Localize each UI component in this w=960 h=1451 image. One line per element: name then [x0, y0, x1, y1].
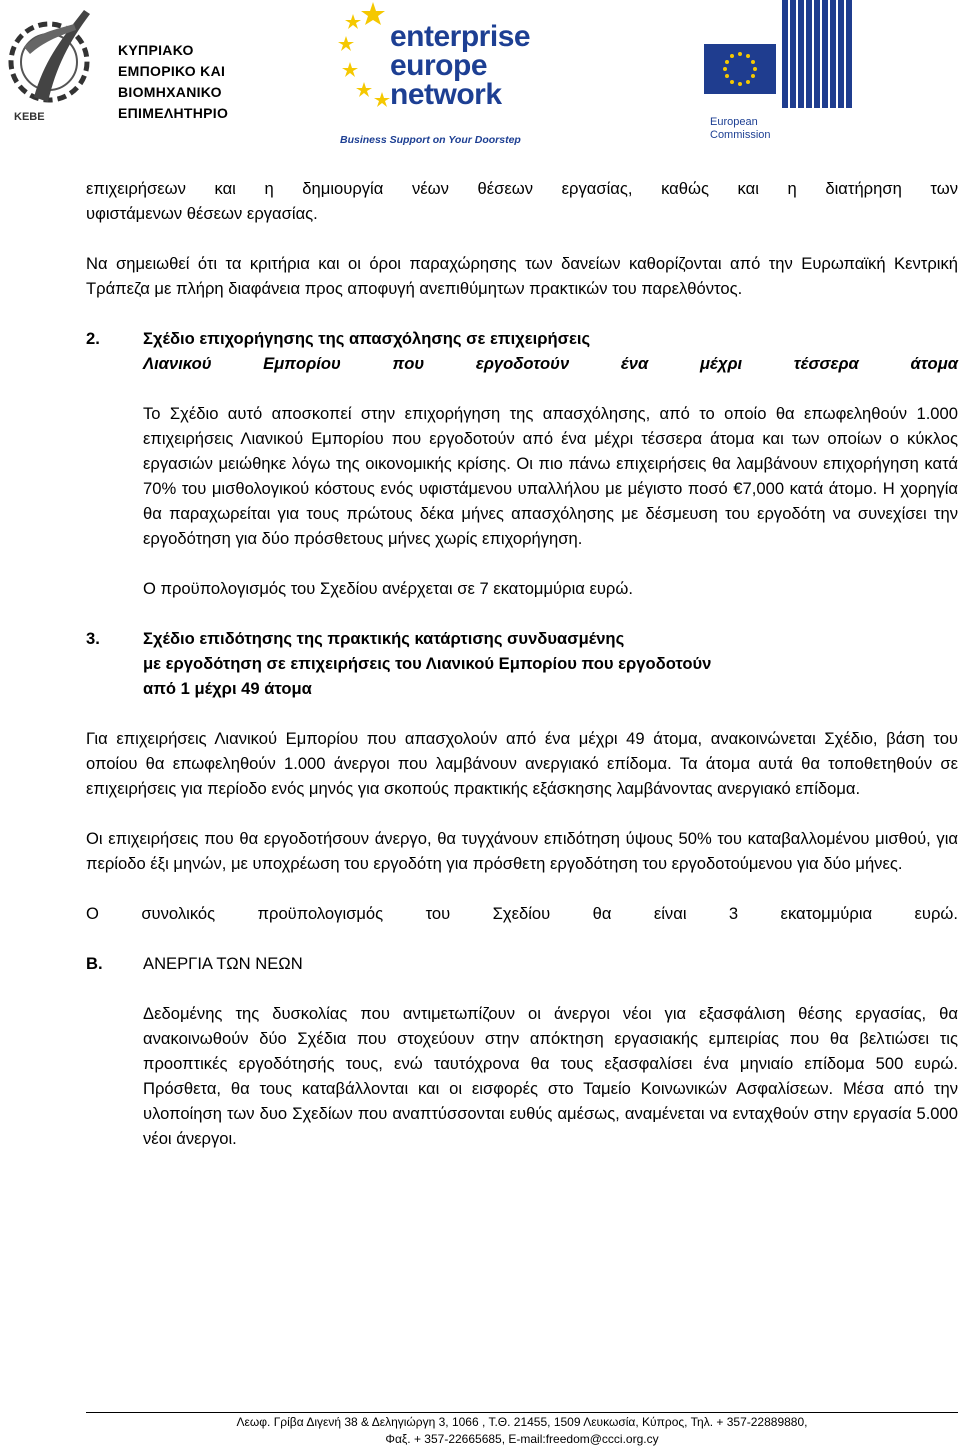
section-3-heading [86, 626, 958, 701]
section-title-line: με εργοδότηση σε επιχειρήσεις του Λιανικού Εμπορίου που εργοδοτούν [143, 654, 712, 673]
een-wordmark [390, 22, 530, 109]
section-title-line: Σχέδιο επιχορήγησης της απασχόλησης σε επιχειρήσεις [143, 329, 591, 348]
section-number: 2. [86, 329, 100, 348]
note-paragraph: Να σημειωθεί ότι τα κριτήρια και οι όροι παραχώρησης των δανείων καθορίζονται από την Ευρωπαϊκή Κεντρική Τράπεζα με πλήρη διαφάνεια προς αποφυγή ανεπιθύμητων πρακτικών του παρελθόντος. [86, 254, 958, 298]
een-tagline: Business Support on Your Doorstep [340, 134, 521, 146]
intro-line: επιχειρήσεων και η δημιουργία νέων θέσεων εργασίας, καθώς και η διατήρηση των [86, 179, 958, 198]
ccci-name [118, 40, 228, 124]
intro-line: υφιστάμενων θέσεων εργασίας. [86, 204, 318, 223]
ec-word: European [710, 116, 758, 128]
een-word: europe [390, 49, 488, 82]
section-3-paragraph: Για επιχειρήσεις Λιανικού Εμπορίου που απασχολούν από ένα μέχρι 49 άτομα, ανακοινώνεται Σχέδιο, βάση του οποίου θα επωφεληθούν 1.000 άνεργοι που λαμβάνουν ανεργιακό επίδομα. Τα άτομα αυτά θα τοποθετηθούν σε επιχειρήσεις για περίοδο ενός μηνός για σκοπούς πρακτικής εξάσκησης λαμβάνοντας ανεργιακό επίδομα. [86, 729, 958, 798]
section-number: B. [86, 954, 103, 973]
ec-wordmark [710, 116, 771, 142]
ccci-name-line: ΕΜΠΟΡΙΚΟ ΚΑΙ [118, 63, 226, 79]
footer-divider [86, 1412, 958, 1413]
ccci-name-line: ΒΙΟΜΗΧΑΝΙΚΟ [118, 84, 222, 100]
section-title-line: από 1 μέχρι 49 άτομα [143, 679, 312, 698]
section-2-heading [86, 326, 958, 376]
section-b-heading [86, 951, 958, 976]
footer-contact: Φαξ. + 357-22665685, E-mail:freedom@ccci.org.cy [385, 1432, 659, 1446]
section-title-line: Σχέδιο επιδότησης της πρακτικής κατάρτισης συνδυασμένης [143, 629, 625, 648]
een-word: enterprise [390, 20, 531, 53]
section-title-line: Λιανικού Εμπορίου που εργοδοτούν ένα μέχρι τέσσερα άτομα [143, 354, 958, 373]
een-word: network [390, 78, 502, 111]
section-2-paragraph: Το Σχέδιο αυτό αποσκοπεί στην επιχορήγηση της απασχόλησης, από το οποίο θα επωφεληθούν 1.000 επιχειρήσεις Λιανικού Εμπορίου που εργοδοτούν από ένα μέχρι τέσσερα άτομα και των οποίων ο κύκλος εργασιών μειώθηκε λόγω της οικονομικής κρίσης. Οι πιο πάνω επιχειρήσεις θα λαμβάνουν επιχορήγηση κατά 70% του μισθολογικού κόστους ενός υφιστάμενου υπαλλήλου με μέγιστο ποσό €7,000 κατά άτομο. Η χορηγία θα παραχωρείται για τους πρώτους δέκα μήνες απασχόλησης με δέσμευση του εργοδότη να συνεχίσει την εργοδότηση για δύο πρόσθετους μήνες χωρίς επιχορήγηση. [143, 404, 958, 548]
ccci-emblem-logo [4, 2, 104, 127]
section-number: 3. [86, 629, 100, 648]
letterhead [0, 0, 960, 160]
footer [86, 1414, 958, 1448]
ccci-name-line: ΕΠΙΜΕΛΗΤΗΡΙΟ [118, 105, 229, 121]
section-2-budget: Ο προϋπολογισμός του Σχεδίου ανέρχεται σε 7 εκατομμύρια ευρώ. [143, 579, 633, 598]
section-3-paragraph: Οι επιχειρήσεις που θα εργοδοτήσουν άνεργο, θα τυγχάνουν επιδότηση ύψους 50% του καταβαλλομένου μισθού, για περίοδο έξι μηνών, με υποχρέωση του εργοδότη για πρόσθετη εργοδότηση του εργοδοτούμενου για δύο μήνες. [86, 829, 958, 873]
section-b-paragraph: Δεδομένης της δυσκολίας που αντιμετωπίζουν οι άνεργοι νέοι για εξασφάλιση θέσης εργασίας, θα ανακοινωθούν δύο Σχέδια που στοχεύουν στην απόκτηση εργασιακής εμπειρίας που θα βελτιώσει τις προοπτικές εργοδότησής τους, ενώ ταυτόχρονα θα τους εξασφαλίσει ένα μηνιαίο επίδομα 500 ευρώ. Πρόσθετα, θα τους καταβάλλονται και οι εισφορές στο Ταμείο Κοινωνικών Ασφαλίσεων. Μέσα από την υλοποίηση των δυο Σχεδίων που αναπτύσσονται ευθύς αμέσως, αναμένεται να ενταχθούν στην εργασία 5.000 νέοι άνεργοι. [143, 1004, 958, 1148]
document-body [86, 176, 958, 1151]
ccci-emblem-text: ΚΕΒΕ [14, 111, 45, 123]
footer-address: Λεωφ. Γρίβα Διγενή 38 & Δεληγιώργη 3, 1066 , Τ.Θ. 21455, 1509 Λευκωσία, Κύπρος, Τηλ. + 357-22889880, [236, 1415, 808, 1429]
ccci-name-line: ΚΥΠΡΙΑΚΟ [118, 42, 194, 58]
ec-word: Commission [710, 129, 771, 141]
section-3-budget: Ο συνολικός προϋπολογισμός του Σχεδίου θα είναι 3 εκατομμύρια ευρώ. [86, 904, 958, 923]
section-title-line: ΑΝΕΡΓΙΑ ΤΩΝ ΝΕΩΝ [143, 954, 303, 973]
